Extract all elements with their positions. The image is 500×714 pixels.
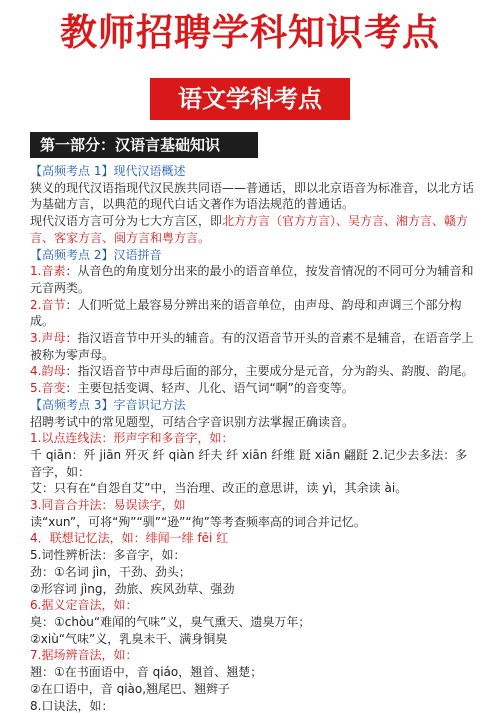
pinyin-item-2 xyxy=(30,297,474,330)
method-3-example: 读“xun”，可将“殉”“驯”“逊”“徇”等考查频率高的词合并记忆。 xyxy=(30,514,474,531)
method-intro: 招聘考试中的常见题型，可结合字音识别方法掌握正确读音。 xyxy=(30,414,474,431)
method-7-example-1: 翘：①在书面语中，音 qiáo，翘首、翘楚； xyxy=(30,664,474,681)
method-2-example: 艾：只有在“自怨自艾”中，当治理、改正的意思讲，读 yì，其余读 ài。 xyxy=(30,480,474,497)
method-6-example-1: 臭：①chòu“难闻的气味”义，臭气熏天、遗臭万年； xyxy=(30,614,474,631)
item-text: ：指汉语音节中开头的辅音。有的汉语音节开头的音素不是辅音，在语音学上被称为零声母。 xyxy=(30,331,473,362)
method-1-example: 千 qiān：歼 jiān 歼灭 纤 qiàn 纤夫 纤 xiān 纤维 跹 xiān 翩跹 2.记少去多法：多音字，如： xyxy=(30,447,474,480)
topic-3-header: 【高频考点 3】字音识记方法 xyxy=(30,397,474,414)
item-label: 5.音变 xyxy=(30,381,65,395)
pinyin-item-4 xyxy=(30,363,474,380)
pinyin-item-1 xyxy=(30,263,474,296)
method-6-example-2: ②xiù“气味”义，乳臭未干、满身铜臭 xyxy=(30,631,474,648)
topic-1-header: 【高频考点 1】现代汉语概述 xyxy=(30,163,474,180)
method-5: 5.词性辨析法：多音字，如： xyxy=(30,547,474,564)
item-text: ：人们听觉上最容易分辨出来的语音单位，由声母、韵母和声调三个部分构成。 xyxy=(30,298,461,329)
item-text: ：指汉语音节中声母后面的部分，主要成分是元音，分为韵头、韵腹、韵尾。 xyxy=(65,364,473,378)
content-body xyxy=(30,163,474,714)
item-label: 4.韵母 xyxy=(30,364,65,378)
pinyin-item-3 xyxy=(30,330,474,363)
item-text: ：主要包括变调、轻声、儿化、语气词“啊”的音变等。 xyxy=(65,381,353,395)
section-heading: 第一部分：汉语言基础知识 xyxy=(30,132,258,158)
method-3: 3.同音合并法：易误读字，如 xyxy=(30,497,474,514)
item-text: ：从音色的角度划分出来的最小的语音单位，按发音情况的不同可分为辅音和元音两类。 xyxy=(30,264,473,295)
page-title: 教师招聘学科知识考点 xyxy=(0,8,500,58)
method-5-example-1: 劲：①名词 jìn，干劲、劲头； xyxy=(30,564,474,581)
method-4: 4．联想记忆法，如：绯闻一绯 fēi 红 xyxy=(30,530,474,547)
method-1: 1.以点连线法：形声字和多音字，如： xyxy=(30,430,474,447)
item-label: 2.音节 xyxy=(30,298,65,312)
method-8: 8.口诀法，如： xyxy=(30,698,474,714)
subject-banner: 语文学科考点 xyxy=(150,78,350,120)
method-7-example-2: ②在口语中，音 qiào,翘尾巴、翘辫子 xyxy=(30,681,474,698)
topic-1-para-1: 狭义的现代汉语指现代汉民族共同语——普通话，即以北京语音为标准音，以北方话为基础方言，以典范的现代白话文著作为语法规范的普通话。 xyxy=(30,180,474,213)
dialect-list: 北方方言（官方方言）、吴方言、湘方言、赣方言、客家方言、闽方言和粤方言。 xyxy=(30,214,468,245)
dialect-intro: 现代汉语方言可分为七大方言区，即 xyxy=(30,214,222,228)
item-label: 1.音素 xyxy=(30,264,65,278)
topic-2-header: 【高频考点 2】汉语拼音 xyxy=(30,247,474,264)
method-6: 6.据义定音法，如： xyxy=(30,597,474,614)
topic-1-para-2 xyxy=(30,213,474,246)
pinyin-item-5 xyxy=(30,380,474,397)
item-label: 3.声母 xyxy=(30,331,65,345)
method-5-example-2: ②形容词 jìng，劲旅、疾风劲草、强劲 xyxy=(30,581,474,598)
method-7: 7.据场辨音法，如： xyxy=(30,647,474,664)
